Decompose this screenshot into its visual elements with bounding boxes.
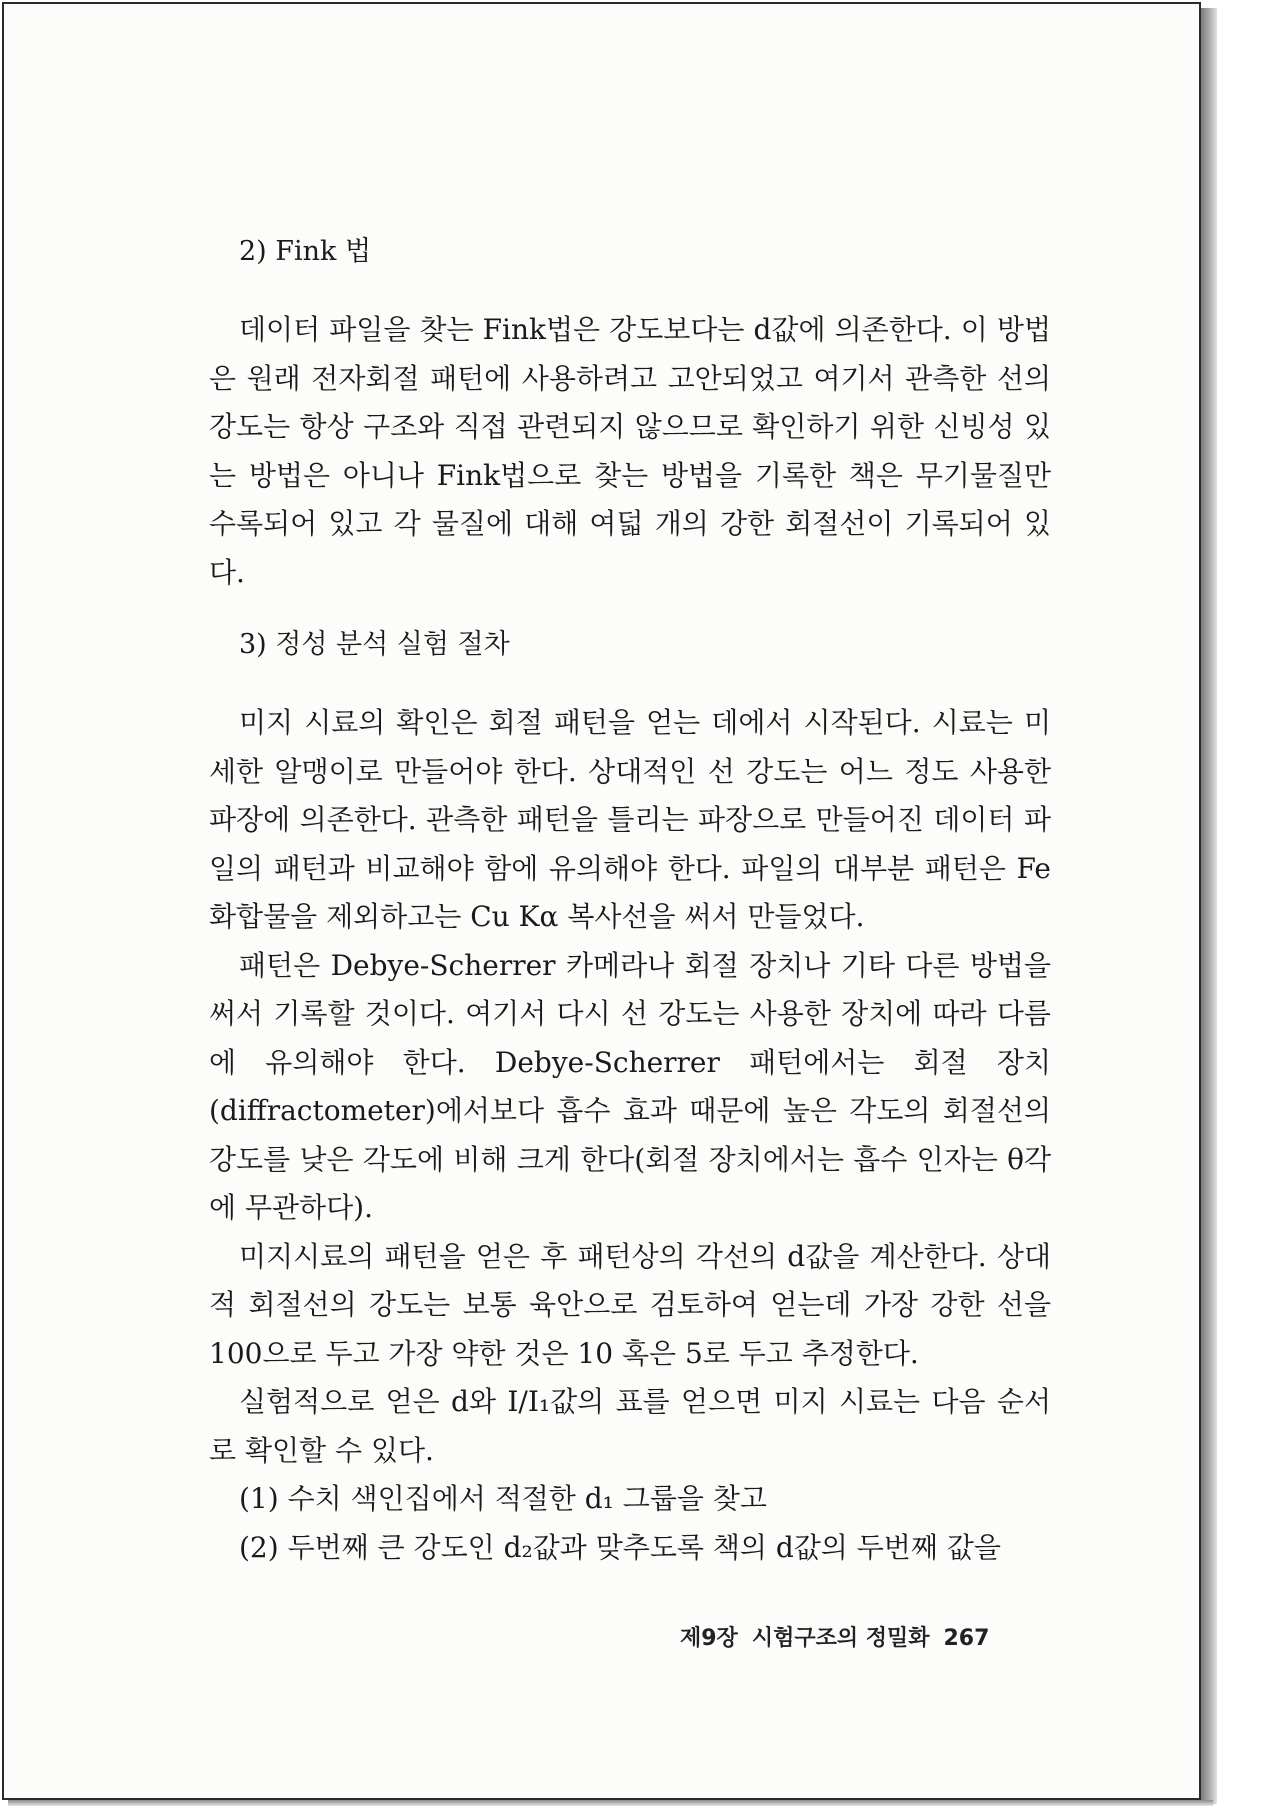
list-item-step-2: (2) 두번째 큰 강도인 d₂값과 맞추도록 책의 d값의 두번째 값을 xyxy=(239,1530,1001,1564)
footer-chapter-title: 시험구조의 정밀화 xyxy=(751,1626,930,1651)
page-edge-shadow xyxy=(1201,8,1217,1804)
footer-page-number: 267 xyxy=(943,1626,990,1651)
section-heading-fink: 2) Fink 법 xyxy=(239,236,372,267)
paragraph-recording-method: 패턴은 Debye-Scherrer 카메라나 회절 장치나 기타 다른 방법을 써서 기록할 것이다. 여기서 다시 선 강도는 사용한 장치에 따라 다름에 유의해야 한다. Debye-Scherrer 패턴에서는 회절 장치(diffractometer)에서보다 흡수 효과 때문에 높은 각도의 회절선의 강도를 낮은 각도에 비해 크게 한다(회절 장치에서는 흡수 인자는 θ각에 무관하다). xyxy=(209,948,1051,1224)
page-bottom-shadow xyxy=(8,1800,1213,1806)
paragraph-d-value-calculation: 미지시료의 패턴을 얻은 후 패턴상의 각선의 d값을 계산한다. 상대적 회절선의 강도는 보통 육안으로 검토하여 얻는데 가장 강한 선을 100으로 두고 가장 약한 것은 10 혹은 5로 두고 추정한다. xyxy=(209,1239,1051,1370)
section-heading-qualitative-analysis: 3) 정성 분석 실험 절차 xyxy=(239,629,510,660)
paragraph-fink-method: 데이터 파일을 찾는 Fink법은 강도보다는 d값에 의존한다. 이 방법은 원래 전자회절 패턴에 사용하려고 고안되었고 여기서 관측한 선의 강도는 항상 구조와 직접 관련되지 않으므로 확인하기 위한 신빙성 있는 방법은 아니나 Fink법으로 찾는 방법을 기록한 책은 무기물질만 수록되어 있고 각 물질에 대해 여덟 개의 강한 회절선이 기록되어 있다. xyxy=(209,313,1051,589)
list-item-step-1: (1) 수치 색인집에서 적절한 d₁ 그룹을 찾고 xyxy=(239,1482,767,1515)
document-page xyxy=(2,2,1201,1800)
page-footer xyxy=(680,1621,1003,1652)
paragraph-sample-identification: 미지 시료의 확인은 회절 패턴을 얻는 데에서 시작된다. 시료는 미세한 알맹이로 만들어야 한다. 상대적인 선 강도는 어느 정도 사용한 파장에 의존한다. 관측한 패턴을 틀리는 파장으로 만들어진 데이터 파일의 패턴과 비교해야 함에 유의해야 한다. 파일의 대부분 패턴은 Fe화합물을 제외하고는 Cu Kα 복사선을 써서 만들었다. xyxy=(209,706,1051,933)
page-content xyxy=(209,236,1051,1572)
footer-chapter: 제9장 xyxy=(680,1626,738,1651)
paragraph-identification-order: 실험적으로 얻은 d와 I/I₁값의 표를 얻으면 미지 시료는 다음 순서로 확인할 수 있다. xyxy=(209,1385,1051,1467)
